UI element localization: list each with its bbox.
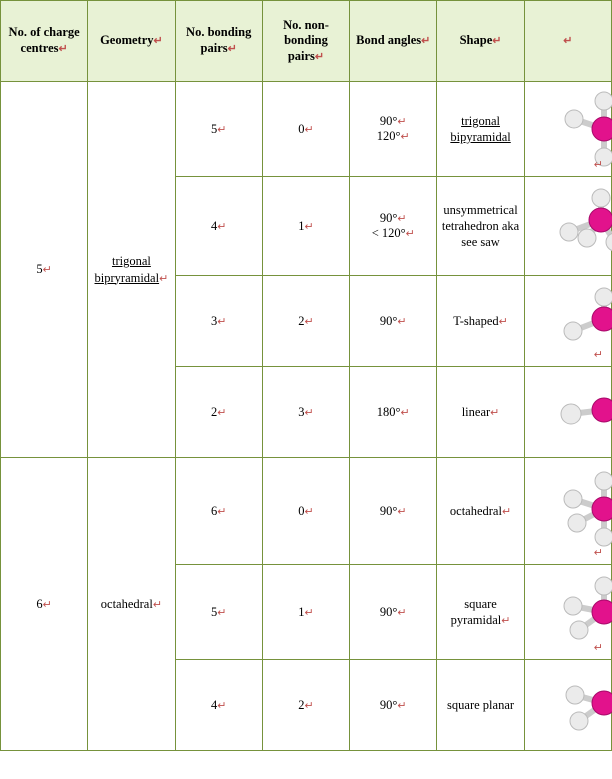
cell-bond-angles [350,660,437,751]
pilcrow-mark: ↵ [217,315,227,328]
pilcrow-mark: ↵ [397,315,407,328]
pilcrow-mark: ↵ [217,699,227,712]
pilcrow-mark: ↵ [304,505,314,518]
pilcrow-mark: ↵ [304,315,314,328]
cell-bonding-pairs [175,660,262,751]
cell-nonbonding-pairs [262,276,349,367]
table-row [1,458,612,565]
cell-bond-angles [350,276,437,367]
bond-angle-value: 90° [379,604,398,619]
pilcrow-mark: ↵ [304,406,314,419]
cell-bond-angles [350,565,437,660]
table-body [1,82,612,751]
cell-bond-angles [350,177,437,276]
shape-value: square pyramidal [450,596,502,627]
molecule-diagram [529,568,612,652]
column-header-geometry-label: Geometry [100,33,154,48]
cell-bonding-pairs [175,565,262,660]
nonbonding-pairs-value: 2 [298,313,305,328]
pilcrow-mark: ↵ [227,42,237,55]
cell-bonding-pairs [175,276,262,367]
pilcrow-mark: ↵ [397,213,407,225]
cell-charge-centres [1,82,88,458]
pilcrow-mark: ↵ [42,264,52,277]
pilcrow-mark: ↵ [217,505,227,518]
cell-model [524,367,611,458]
molecule-model-octahedral [529,461,607,561]
pilcrow-mark: ↵ [593,547,603,559]
molecule-model-linear [529,370,607,454]
bonding-pairs-value: 5 [210,121,218,136]
cell-shape [437,660,524,751]
pilcrow-mark: ↵ [492,35,502,48]
column-header-model [524,1,611,82]
molecule-diagram [529,279,612,357]
cell-model [524,177,611,276]
pilcrow-mark: ↵ [397,699,407,712]
cell-model [524,660,611,751]
pilcrow-mark: ↵ [42,598,52,611]
pilcrow-mark: ↵ [304,606,314,619]
pilcrow-mark: ↵ [593,349,603,361]
bonding-pairs-value: 3 [210,313,218,328]
cell-geometry [88,82,175,458]
bonding-pairs-value: 5 [210,604,218,619]
cell-shape [437,276,524,367]
cell-shape [437,458,524,565]
cell-shape [437,565,524,660]
bond-angle-value: 180° [376,404,401,419]
pilcrow-mark: ↵ [397,505,407,518]
cell-nonbonding-pairs [262,82,349,177]
cell-nonbonding-pairs [262,177,349,276]
pilcrow-mark: ↵ [563,35,573,48]
molecule-diagram [529,663,612,743]
column-header-bond-angles-label: Bond angles [356,33,422,48]
cell-model [524,458,611,565]
bond-angle-line [354,129,432,144]
pilcrow-mark: ↵ [217,123,227,136]
cell-model [524,276,611,367]
cell-charge-centres [1,458,88,751]
cell-shape [437,82,524,177]
pilcrow-mark: ↵ [501,505,512,518]
geometry-value: trigonal bipryramidal [94,254,160,285]
column-header-shape [437,1,524,82]
cell-bonding-pairs [175,177,262,276]
nonbonding-pairs-value: 1 [298,604,305,619]
charge-centres-value: 6 [36,596,43,611]
cell-model [524,82,611,177]
cell-nonbonding-pairs [262,660,349,751]
bond-angle-value: 90° [379,114,398,128]
cell-bonding-pairs [175,82,262,177]
shape-value: unsymmetrical tetrahedron aka see saw [441,202,520,250]
pilcrow-mark: ↵ [490,406,500,419]
pilcrow-mark: ↵ [217,406,227,419]
cell-nonbonding-pairs [262,565,349,660]
bond-angle-value: 90° [379,697,398,712]
cell-bonding-pairs [175,367,262,458]
bonding-pairs-value: 4 [210,218,218,233]
column-header-bond-angles [350,1,437,82]
cell-geometry [88,458,175,751]
pilcrow-mark: ↵ [498,315,508,328]
shape-value: square planar [447,697,515,712]
molecule-model-t-shaped [529,279,607,363]
bond-angle-value: 90° [379,503,398,518]
pilcrow-mark: ↵ [58,42,68,55]
nonbonding-pairs-value: 0 [298,121,305,136]
shape-value: octahedral [449,503,502,518]
pilcrow-mark: ↵ [421,35,431,48]
pilcrow-mark: ↵ [405,228,415,240]
pilcrow-mark: ↵ [593,642,603,654]
molecule-diagram [529,85,612,169]
pilcrow-mark: ↵ [153,35,163,48]
pilcrow-mark: ↵ [304,220,314,233]
cell-shape [437,367,524,458]
table-header-row [1,1,612,82]
molecule-diagram [529,180,612,268]
column-header-bonding-pairs-label: No. bonding pairs [186,25,252,55]
table-header [1,1,612,82]
pilcrow-mark: ↵ [304,123,314,136]
charge-centres-value: 5 [36,262,43,277]
shape-value: trigonal bipyramidal [450,113,511,144]
pilcrow-mark: ↵ [217,220,227,233]
cell-bond-angles [350,367,437,458]
geometry-value: octahedral [100,596,153,611]
pilcrow-mark: ↵ [593,159,603,171]
molecule-diagram [529,461,612,557]
column-header-bonding-pairs [175,1,262,82]
bond-angle-value: 90° [379,211,398,225]
bond-angle-line [354,226,432,241]
shape-value: T-shaped [453,313,499,328]
column-header-charge-centres-label: No. of charge centres [8,25,80,55]
nonbonding-pairs-value: 1 [298,218,305,233]
molecule-model-see-saw [529,180,607,272]
shape-value: linear [461,404,491,419]
cell-shape [437,177,524,276]
cell-bonding-pairs [175,458,262,565]
pilcrow-mark: ↵ [400,131,410,143]
pilcrow-mark: ↵ [501,615,511,627]
pilcrow-mark: ↵ [397,116,407,128]
molecule-model-square-planar [529,663,607,747]
pilcrow-mark: ↵ [397,606,407,619]
nonbonding-pairs-value: 2 [298,697,305,712]
bond-angle-line [354,114,432,129]
pilcrow-mark: ↵ [217,606,227,619]
column-header-shape-label: Shape [459,33,493,48]
column-header-geometry [88,1,175,82]
bond-angle-value: 120° [376,129,401,143]
pilcrow-mark: ↵ [314,50,325,63]
cell-nonbonding-pairs [262,367,349,458]
cell-model [524,565,611,660]
table-row [1,82,612,177]
bonding-pairs-value: 6 [210,503,218,518]
molecule-model-trigonal-bipyramidal [529,85,607,173]
pilcrow-mark: ↵ [159,272,169,285]
molecule-diagram [529,370,612,448]
cell-bond-angles [350,82,437,177]
nonbonding-pairs-value: 3 [298,404,305,419]
column-header-charge-centres [1,1,88,82]
bonding-pairs-value: 4 [210,697,218,712]
nonbonding-pairs-value: 0 [298,503,305,518]
pilcrow-mark: ↵ [304,699,314,712]
column-header-nonbonding-pairs [262,1,349,82]
bond-angle-value: 90° [379,313,398,328]
column-header-nonbonding-pairs-label: No. non-bonding pairs [283,17,329,63]
bonding-pairs-value: 2 [210,404,218,419]
cell-nonbonding-pairs [262,458,349,565]
pilcrow-mark: ↵ [152,598,163,611]
bond-angle-value: < 120° [371,226,406,240]
pilcrow-mark: ↵ [400,406,410,419]
molecule-model-square-pyramidal [529,568,607,656]
cell-bond-angles [350,458,437,565]
bond-angle-line [354,211,432,226]
